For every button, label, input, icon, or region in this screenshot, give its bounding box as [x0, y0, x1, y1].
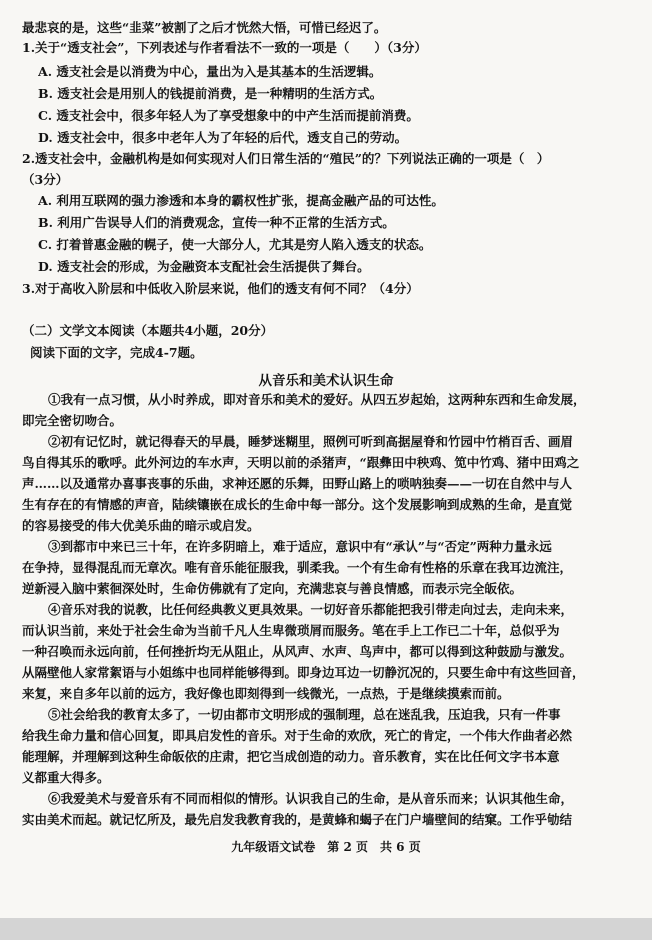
passage-line: 实由美术而起。就记忆所及，最先启发我教育我的，是黄蜂和蝎子在门户墙壁间的结窠。工作乎劬结: [22, 812, 573, 827]
page-footer: 九年级语文试卷 第 2 页 共 6 页: [231, 840, 421, 854]
passage-line: 声……以及通常办喜事丧事的乐曲，求神还愿的乐舞，田野山路上的唢呐独奏——一切在自然中与人: [22, 476, 573, 491]
text-line: 最悲哀的是，这些“韭菜”被割了之后才恍然大悟，可惜已经迟了。: [22, 20, 387, 35]
question-1-option-b: B. 透支社会是用别人的钱提前消费，是一种精明的生活方式。: [38, 86, 383, 101]
passage-line: 义都重大得多。: [22, 770, 110, 785]
question-3: 3.对于高收入阶层和中低收入阶层来说，他们的透支有何不同？（4分）: [22, 281, 419, 296]
question-2-option-c: C. 打着普惠金融的幌子，使一大部分人，尤其是穷人陷入透支的状态。: [38, 237, 432, 252]
question-2: 2.透支社会中，金融机构是如何实现对人们日常生活的“殖民”的？下列说法正确的一项是（ ）: [22, 151, 550, 166]
passage-line: 在争持，显得混乱而无章次。唯有音乐能征服我，驯柔我。一个有生命有性格的乐章在我耳边流注，: [22, 560, 573, 575]
passage-line: 即完全密切吻合。: [22, 413, 123, 428]
passage-line: ②初有记忆时，就记得春天的早晨，睡梦迷糊里，照例可听到高据屋脊和竹园中竹梢百舌、画眉: [48, 434, 574, 449]
passage-line: 而认识当前，来处于社会生命为当前千凡人生卑微琐屑而服务。笔在手上工作已二十年，总似乎为: [22, 623, 560, 638]
passage-line: ③到都市中来已三十年，在许多阴暗上，难于适应，意识中有“承认”与“否定”两种力量永远: [48, 539, 552, 554]
question-2-option-a: A. 利用互联网的强力渗透和本身的霸权性扩张，提高金融产品的可达性。: [38, 193, 444, 208]
passage-line: 生有存在的有情感的声音，陆续镶嵌在成长的生命中每一部分。这个发展影响到成熟的生命，是直觉: [22, 497, 573, 512]
passage-line: 鸟自得其乐的歌呼。此外河边的车水声，天明以前的杀猪声，“跟彝田中秧鸡、笕中竹鸡、猪中田鸡之: [22, 455, 580, 470]
passage-line: ⑤社会给我的教育太多了，一切由都市文明形成的强制理，总在迷乱我，压迫我，只有一件事: [48, 707, 561, 722]
question-2-option-b: B. 利用广告误导人们的消费观念，宣传一种不正常的生活方式。: [38, 215, 395, 230]
passage-line: 能理解，并理解到这种生命皈依的庄肃，把它当成创造的动力。音乐教育，实在比任何文字书本意: [22, 749, 560, 764]
reading-instruction: 阅读下面的文字，完成4-7题。: [30, 345, 203, 360]
question-1-option-d: D. 透支社会中，很多中老年人为了年轻的后代，透支自己的劳动。: [38, 130, 408, 145]
question-2-option-d: D. 透支社会的形成，为金融资本支配社会生活提供了舞台。: [38, 259, 370, 274]
passage-line: 来复，来自多年以前的远方，我好像也即刻得到一线微光，一点热，于是继续摸索而前。: [22, 686, 510, 701]
passage-line: 逆新浸入脑中萦徊深处时，生命仿佛就有了定向，充满悲哀与善良情感，而表示完全皈依。: [22, 581, 523, 596]
passage-line: 从隔壁他人家常絮语与小姐练中也同样能够得到。即身边耳边一切静沉况的，只要生命中有这些回音，: [22, 665, 585, 680]
passage-line: ④音乐对我的说教，比任何经典教义更具效果。一切好音乐都能把我引带走向过去，走向未来，: [48, 602, 574, 617]
passage-line: 给我生命力量和信心回复，即具启发性的音乐。对于生命的欢欣，死亡的肯定，一个伟大作曲者必然: [22, 728, 573, 743]
question-1-option-c: C. 透支社会中，很多年轻人为了享受想象中的中产生活而提前消费。: [38, 108, 419, 123]
passage-line: 的容易接受的伟大优美乐曲的暗示或启发。: [22, 518, 260, 533]
bottom-margin-bar: [0, 918, 652, 940]
passage-line: 一种召唤而永远向前，任何挫折均无从阻止，从风声、水声、鸟声中，都可以得到这种鼓励与激发。: [22, 644, 573, 659]
question-1: 1.关于“透支社会”，下列表述与作者看法不一致的一项是（ ）（3分）: [22, 40, 427, 55]
passage-line: ⑥我爱美术与爱音乐有不同而相似的情形。认识我自己的生命，是从音乐而来；认识其他生命，: [48, 791, 574, 806]
passage-line: ①我有一点习惯，从小时养成，即对音乐和美术的爱好。从四五岁起始，这两种东西和生命发展，: [48, 392, 586, 407]
question-2-score: （3分）: [22, 172, 69, 187]
passage-title: 从音乐和美术认识生命: [258, 373, 394, 389]
question-1-option-a: A. 透支社会是以消费为中心，量出为入是其基本的生活逻辑。: [38, 64, 382, 79]
section-heading: （二）文学文本阅读（本题共4小题，20分）: [22, 323, 274, 338]
